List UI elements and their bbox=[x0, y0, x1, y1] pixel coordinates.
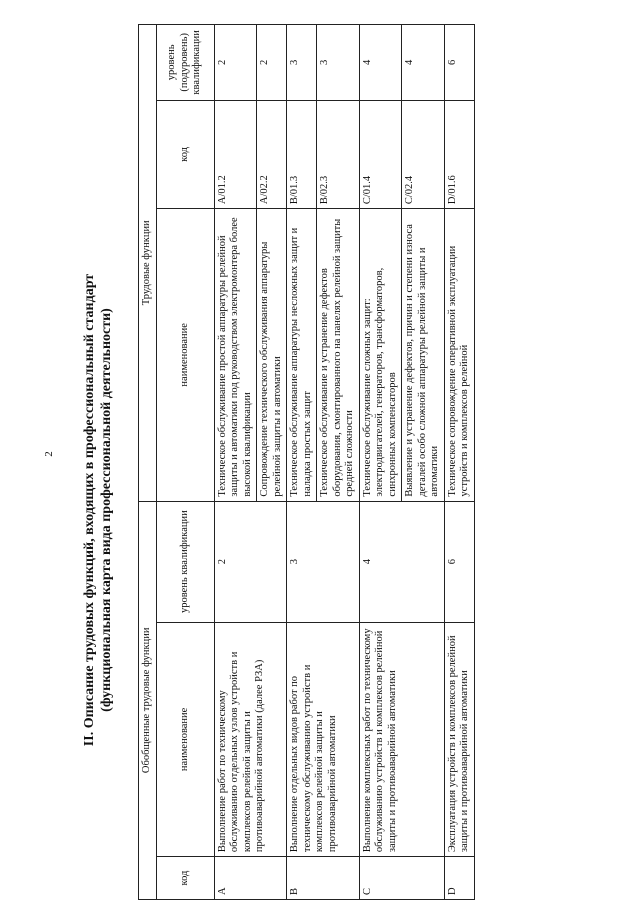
group-code: D bbox=[444, 857, 474, 900]
function-level: 3 bbox=[317, 25, 360, 101]
group-name: Выполнение отдельных видов работ по техническому обслуживанию устройств и комплексов релейной защиты и противоаварийной автоматики bbox=[287, 622, 360, 856]
function-name: Техническое обслуживание сложных защит: электродвигателей, генераторов, трансформаторов, синхронных компенсаторов bbox=[359, 209, 402, 501]
function-code: В/02.3 bbox=[317, 100, 360, 208]
function-level: 2 bbox=[214, 25, 257, 101]
col-level-header: уровень квалификации bbox=[156, 501, 214, 622]
function-level: 2 bbox=[257, 25, 287, 101]
group-level: 3 bbox=[287, 501, 360, 622]
table-row bbox=[359, 25, 402, 900]
function-level: 4 bbox=[402, 25, 445, 101]
function-code: А/01.2 bbox=[214, 100, 257, 208]
function-name: Техническое обслуживание простой аппаратуры релейной защиты и автоматики под руководством электромонтера более высокой квалификации bbox=[214, 209, 257, 501]
function-name: Выявление и устранение дефектов, причин и степени износа деталей особо сложной аппаратуры релейной защиты и автоматики bbox=[402, 209, 445, 501]
function-code: С/02.4 bbox=[402, 100, 445, 208]
function-name: Техническое обслуживание аппаратуры несложных защит и наладка простых защит bbox=[287, 209, 317, 501]
col-tf-code-header: код bbox=[156, 100, 214, 208]
col-code-header: код bbox=[156, 857, 214, 900]
generalized-functions-header: Обобщенные трудовые функции bbox=[139, 501, 157, 899]
group-code: А bbox=[214, 857, 287, 900]
section-title-line1: II. Описание трудовых функций, входящих в профессиональный стандарт bbox=[82, 273, 97, 747]
function-level: 4 bbox=[359, 25, 402, 101]
section-title-line2: (функциональная карта вида профессиональной деятельности) bbox=[99, 308, 114, 712]
group-code: С bbox=[359, 857, 444, 900]
function-name: Техническое обслуживание и устранение дефектов оборудования, смонтированного на панелях релейной защиты средней сложности bbox=[317, 209, 360, 501]
col-tf-name-header: наименование bbox=[156, 209, 214, 501]
group-level: 2 bbox=[214, 501, 287, 622]
group-name: Эксплуатация устройств и комплексов релейной защиты и противоаварийной автоматики bbox=[444, 622, 474, 856]
function-name: Техническое сопровождение оперативной эксплуатации устройств и комплексов релейной bbox=[444, 209, 474, 501]
function-code: D/01.6 bbox=[444, 100, 474, 208]
function-name: Сопровождение технического обслуживания аппаратуры релейной защиты и автоматики bbox=[257, 209, 287, 501]
group-level: 4 bbox=[359, 501, 444, 622]
group-name: Выполнение работ по техническому обслуживанию отдельных узлов устройств и комплексов релейной защиты и противоаварийной автоматики (далее РЗА) bbox=[214, 622, 287, 856]
table-row bbox=[214, 25, 257, 900]
table-row bbox=[287, 25, 317, 900]
labor-functions-header: Трудовые функции bbox=[139, 25, 157, 502]
functional-map-table bbox=[138, 24, 608, 900]
group-name: Выполнение комплексных работ по техническому обслуживанию устройств и комплексов релейной защиты и противоаварийной автоматики bbox=[359, 622, 444, 856]
function-code: В/01.3 bbox=[287, 100, 317, 208]
page-number: 2 bbox=[42, 451, 55, 457]
group-level: 6 bbox=[444, 501, 474, 622]
function-code: А/02.2 bbox=[257, 100, 287, 208]
section-title bbox=[81, 130, 121, 890]
col-name-header: наименование bbox=[156, 622, 214, 856]
table-row bbox=[444, 25, 474, 900]
function-code: С/01.4 bbox=[359, 100, 402, 208]
function-level: 6 bbox=[444, 25, 474, 101]
function-level: 3 bbox=[287, 25, 317, 101]
group-code: В bbox=[287, 857, 360, 900]
col-tf-level-header: уровень (подуровень) квалификации bbox=[156, 25, 214, 101]
